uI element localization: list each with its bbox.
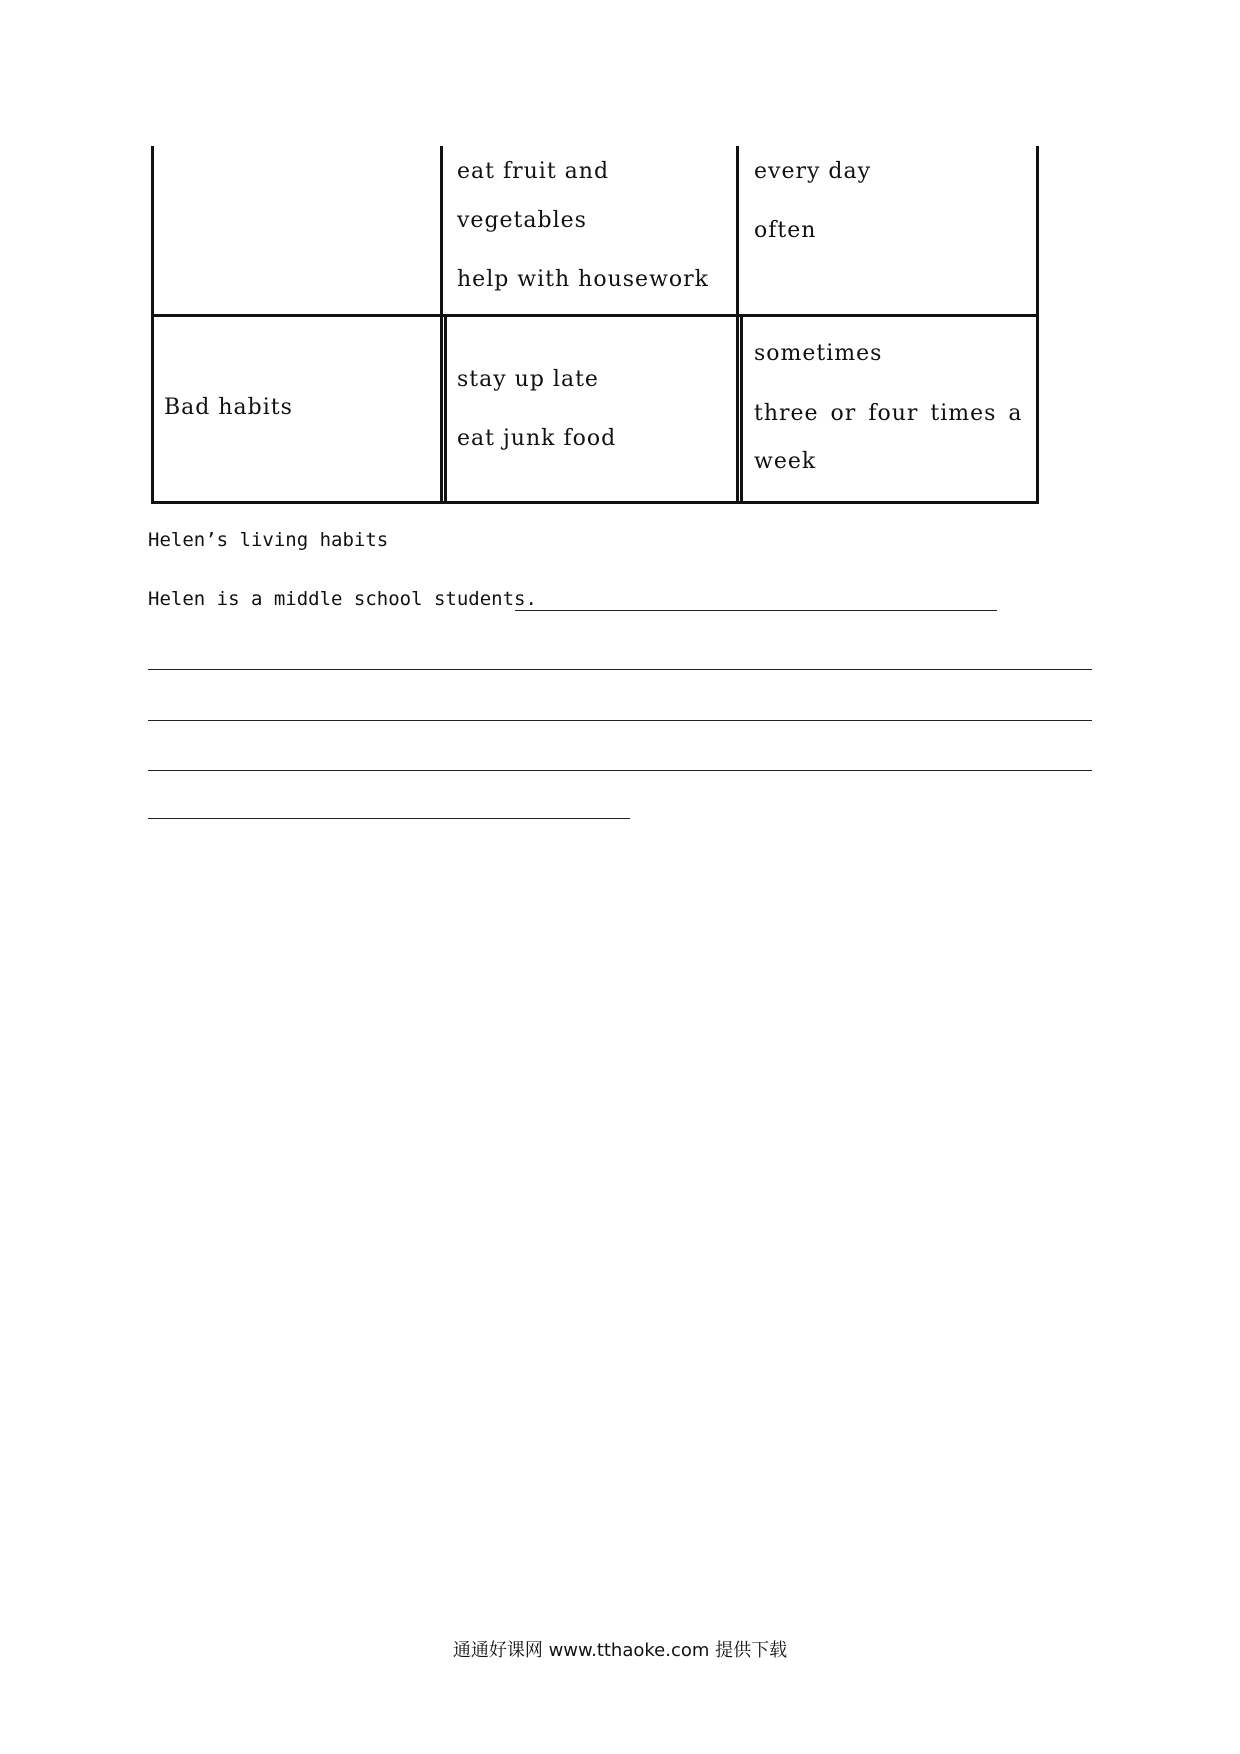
table-row-1-category <box>163 146 439 314</box>
table-border-left <box>151 146 154 504</box>
answer-blank-line-3[interactable] <box>148 720 1092 721</box>
answer-blank-line-5[interactable] <box>148 818 630 819</box>
table-divider-2 <box>736 146 739 504</box>
essay-title: Helen’s living habits <box>148 529 389 551</box>
table-row-2-frequency <box>754 317 1030 501</box>
activity-line: eat fruit and <box>457 159 610 184</box>
table-row-2-activities <box>457 317 733 501</box>
answer-blank-line-2[interactable] <box>148 669 1092 670</box>
table-divider-2b <box>740 317 743 504</box>
table-row-1-frequency <box>754 146 1030 314</box>
page-footer-source: 通通好课网 www.tthaoke.com 提供下载 <box>452 1640 788 1661</box>
activity-line: stay up late <box>457 367 599 392</box>
frequency-line: week <box>754 449 817 474</box>
activity-line: vegetables <box>457 208 587 233</box>
table-row-2-category <box>164 317 440 501</box>
essay-opening-sentence: Helen is a middle school students. <box>148 588 537 610</box>
habits-table <box>151 146 1041 504</box>
frequency-line: every day <box>754 159 872 184</box>
activity-line: help with housework <box>457 267 709 292</box>
table-divider-1b <box>444 317 447 504</box>
table-row-1-activities <box>457 146 733 314</box>
answer-blank-line-1[interactable] <box>515 610 997 611</box>
frequency-line: sometimes <box>754 341 883 366</box>
frequency-line: often <box>754 218 817 243</box>
table-border-bottom <box>151 501 1039 504</box>
category-label: Bad habits <box>164 395 293 420</box>
table-border-right <box>1036 146 1039 504</box>
answer-blank-line-4[interactable] <box>148 770 1092 771</box>
activity-line: eat junk food <box>457 426 617 451</box>
frequency-line: three or four times a <box>754 401 1023 426</box>
table-divider-1 <box>440 146 443 504</box>
